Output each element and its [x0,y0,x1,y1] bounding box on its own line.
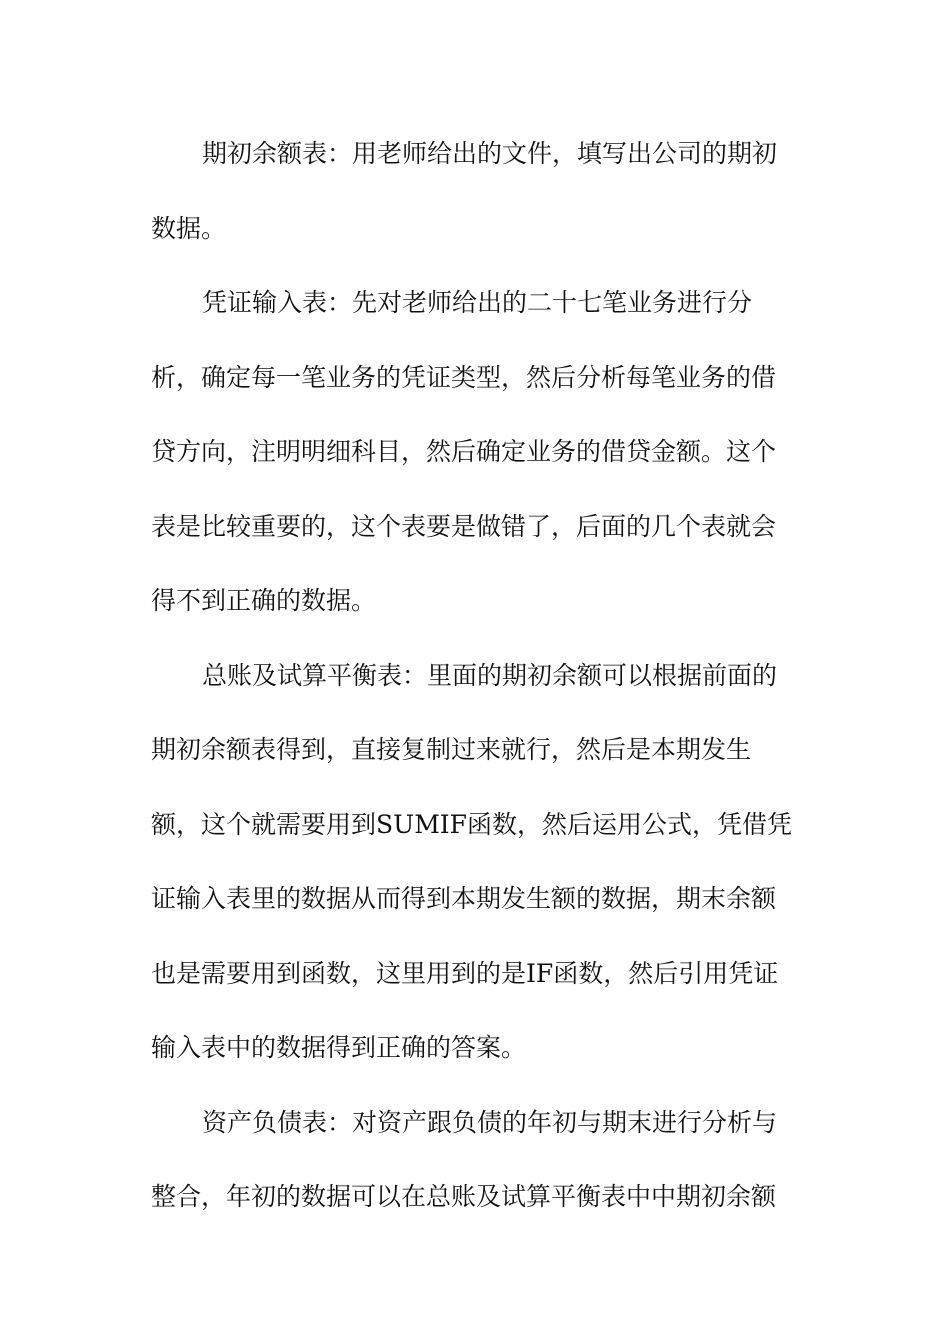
text-line: 总账及试算平衡表：里面的期初余额可以根据前面的 [202,660,778,690]
text-line: 整合，年初的数据可以在总账及试算平衡表中中期初余额 [151,1182,777,1211]
text-line: 额，这个就需要用到SUMIF函数，然后运用公式，凭借凭 [151,809,793,839]
text-line: 贷方向，注明明细科目，然后确定业务的借贷金额。这个 [151,437,777,466]
paragraph-opening-balance [151,117,801,266]
text-line: 得不到正确的数据。 [151,586,377,615]
paragraph-balance-sheet [151,1086,801,1235]
text-line: 析，确定每一笔业务的凭证类型，然后分析每笔业务的借 [151,362,777,392]
paragraph-voucher-input [151,266,801,639]
text-line: 表是比较重要的，这个表要是做错了，后面的几个表就会 [151,511,777,541]
text-line: 数据。 [151,213,227,243]
text-line: 证输入表里的数据从而得到本期发生额的数据，期末余额 [151,884,777,913]
text-line: 也是需要用到函数，这里用到的是IF函数，然后引用凭证 [151,958,779,988]
text-line: 资产负债表：对资产跟负债的年初与期末进行分析与 [202,1107,778,1137]
text-line: 期初余额表：用老师给出的文件，填写出公司的期初 [202,139,778,168]
text-line: 输入表中的数据得到正确的答案。 [151,1033,527,1062]
document-body [151,117,801,1235]
text-line: 凭证输入表：先对老师给出的二十七笔业务进行分 [202,288,753,317]
paragraph-general-ledger [151,639,801,1086]
text-line: 期初余额表得到，直接复制过来就行，然后是本期发生 [151,735,752,764]
